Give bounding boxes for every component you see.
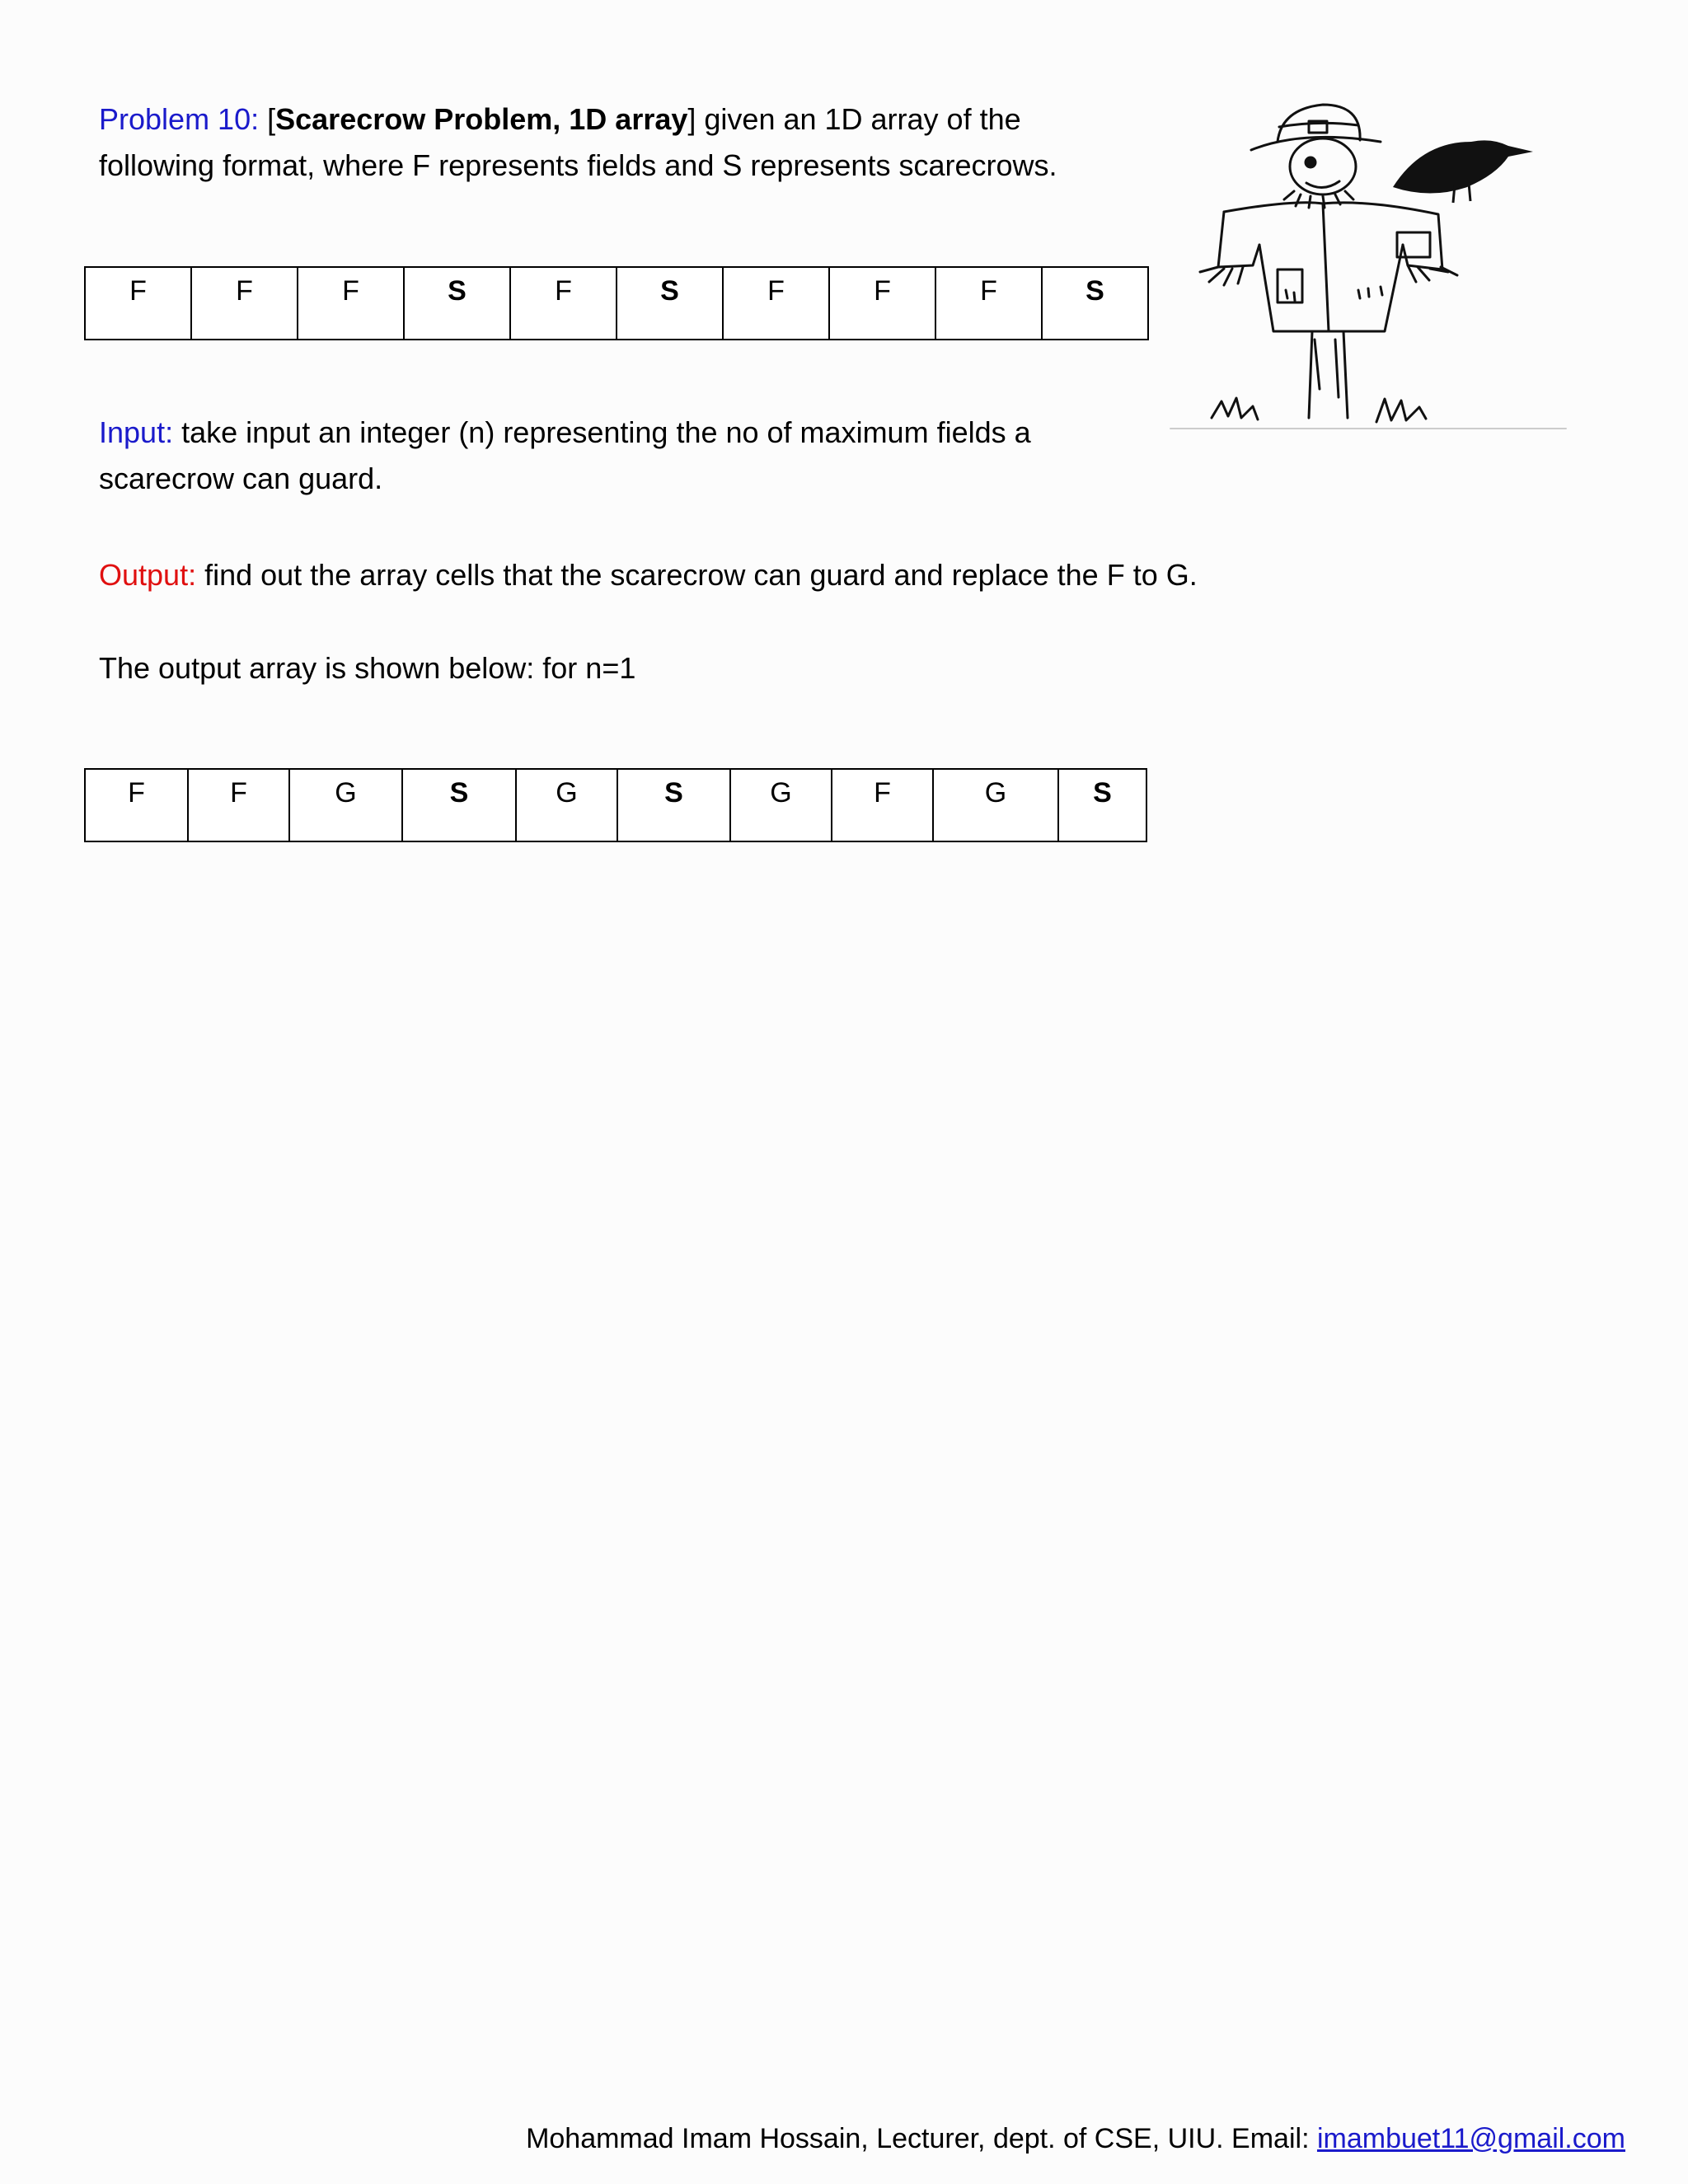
input-label: Input: xyxy=(99,415,174,449)
input-array-cell: F xyxy=(723,267,829,340)
problem-title: Scarecrow Problem, 1D array xyxy=(275,102,688,136)
email-link[interactable]: imambuet11@gmail.com xyxy=(1316,2123,1625,2154)
output-array-cell: F xyxy=(85,769,188,841)
input-array-cell: F xyxy=(935,267,1042,340)
output-text: find out the array cells that the scarecrow can guard and replace the F to G. xyxy=(196,558,1198,592)
input-array-cell: S xyxy=(404,267,510,340)
output-array-cell: G xyxy=(933,769,1058,841)
output-array-cell: G xyxy=(289,769,402,841)
output-label: Output: xyxy=(99,558,197,592)
scarecrow-illustration xyxy=(1146,92,1587,455)
output-array-cell: G xyxy=(516,769,617,841)
output-array-cell: S xyxy=(402,769,516,841)
input-array-cell: F xyxy=(85,267,191,340)
input-array-cell: S xyxy=(617,267,723,340)
output-array-cell: S xyxy=(1058,769,1146,841)
problem-statement xyxy=(99,96,1057,189)
output-intro: The output array is shown below: for n=1 xyxy=(99,651,636,685)
input-description xyxy=(99,410,1031,502)
output-array-table xyxy=(84,768,1147,842)
problem-line1-rest: given an 1D array of the xyxy=(696,102,1021,136)
output-array-cell: G xyxy=(730,769,832,841)
input-array-cell: F xyxy=(298,267,404,340)
footer xyxy=(526,2118,1625,2159)
title-close-bracket: ] xyxy=(687,102,696,136)
input-line1: take input an integer (n) representing the no of maximum fields a xyxy=(173,415,1031,449)
input-array-cell: F xyxy=(191,267,298,340)
output-array-cell: S xyxy=(617,769,730,841)
input-array-cell: F xyxy=(829,267,935,340)
output-description xyxy=(99,552,1198,598)
problem-line2: following format, where F represents fields and S represents scarecrows. xyxy=(99,148,1057,182)
problem-label: Problem 10: xyxy=(99,102,260,136)
input-array-cell: F xyxy=(510,267,617,340)
input-line2: scarecrow can guard. xyxy=(99,462,383,495)
input-array-cell: S xyxy=(1042,267,1148,340)
footer-text: Mohammad Imam Hossain, Lecturer, dept. of CSE, UIU. Email: xyxy=(526,2123,1317,2154)
input-array-table xyxy=(84,266,1149,340)
output-array-cell: F xyxy=(188,769,289,841)
title-open-bracket: [ xyxy=(259,102,276,136)
output-array-cell: F xyxy=(832,769,933,841)
